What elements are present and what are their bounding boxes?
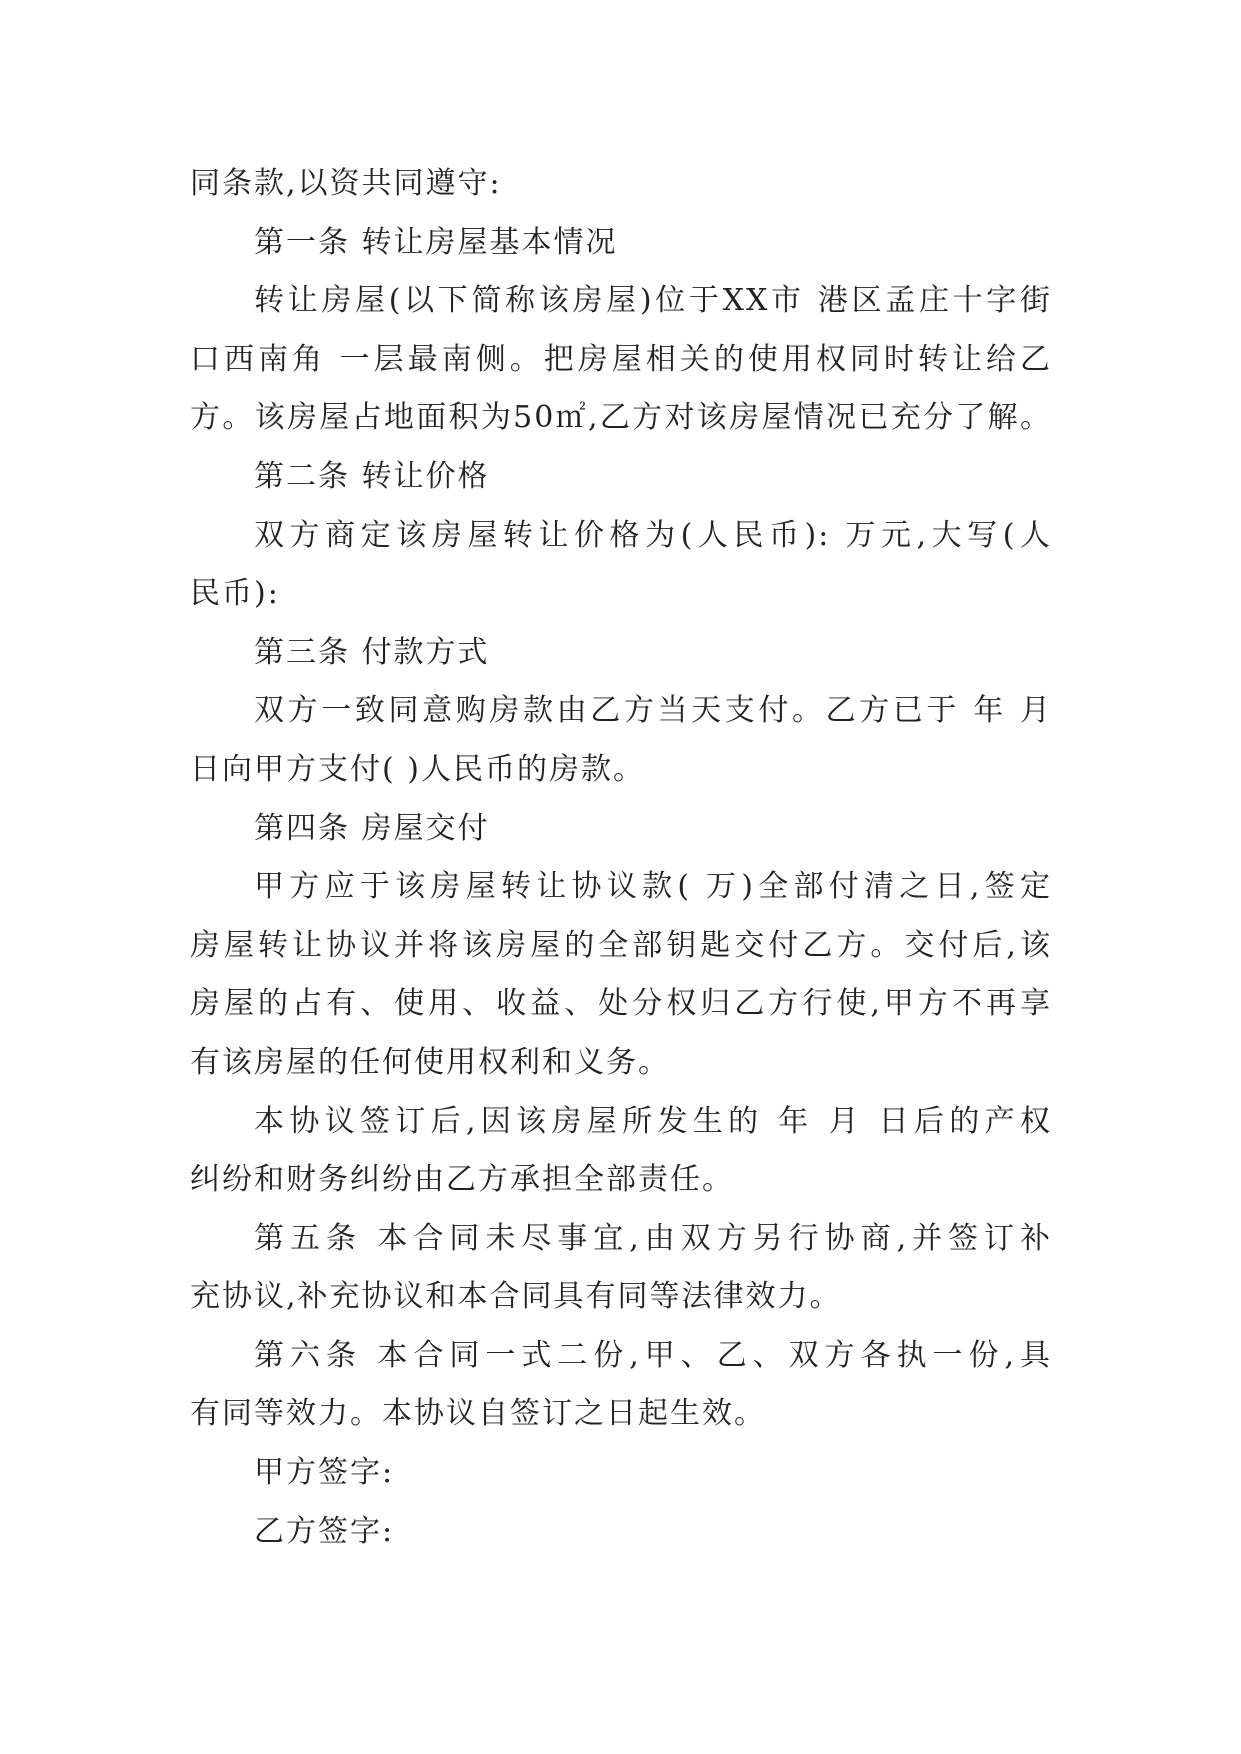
text-line: 第二条 转让价格 — [254, 458, 490, 494]
text-line: 同条款,以资共同遵守: — [190, 166, 502, 201]
text-line: 第五条 本合同未尽事宜,由双方另行协商,并签订补 — [254, 1220, 1052, 1256]
text-line: 有该房屋的任何使用权利和义务。 — [190, 1044, 670, 1080]
text-line: 第三条 付款方式 — [254, 634, 490, 670]
text-line: 充协议,补充协议和本合同具有同等法律效力。 — [190, 1279, 842, 1315]
text-line: 房屋的占有、使用、收益、处分权归乙方行使,甲方不再享 — [190, 986, 1052, 1022]
text-line: 第一条 转让房屋基本情况 — [254, 224, 618, 260]
text-line: 有同等效力。本协议自签订之日起生效。 — [190, 1396, 766, 1432]
text-line: 甲方签字: — [254, 1455, 395, 1491]
text-line: 甲方应于该房屋转让协议款( 万)全部付清之日,签定 — [254, 869, 1052, 905]
text-line: 纠纷和财务纠纷由乙方承担全部责任。 — [190, 1162, 734, 1198]
text-line: 方。该房屋占地面积为50㎡,乙方对该房屋情况已充分了解。 — [190, 400, 1052, 436]
text-line: 日向甲方支付( )人民币的房款。 — [190, 751, 645, 787]
text-line: 口西南角 一层最南侧。把房屋相关的使用权同时转让给乙 — [190, 341, 1052, 377]
text-line: 乙方签字: — [254, 1513, 395, 1549]
text-line: 双方商定该房屋转让价格为(人民币): 万元,大写(人 — [254, 517, 1052, 553]
text-line: 转让房屋(以下简称该房屋)位于XX市 港区孟庄十字街 — [254, 283, 1052, 319]
text-line: 民币): — [190, 576, 280, 612]
contract-body — [190, 155, 1052, 1561]
text-line: 本协议签订后,因该房屋所发生的 年 月 日后的产权 — [254, 1103, 1052, 1139]
text-line: 第六条 本合同一式二份,甲、乙、双方各执一份,具 — [254, 1337, 1052, 1373]
text-line: 房屋转让协议并将该房屋的全部钥匙交付乙方。交付后,该 — [190, 927, 1052, 963]
text-line: 双方一致同意购房款由乙方当天支付。乙方已于 年 月 — [254, 693, 1052, 729]
text-line: 第四条 房屋交付 — [254, 810, 490, 846]
